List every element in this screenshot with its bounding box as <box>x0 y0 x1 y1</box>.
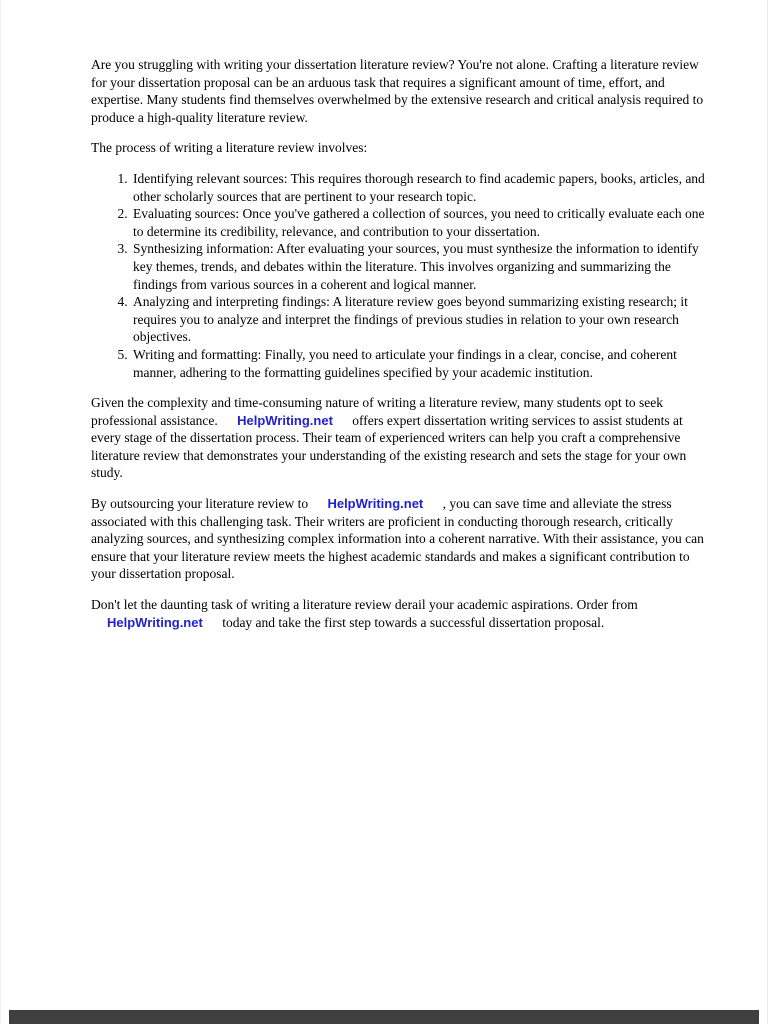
document-page <box>1 0 767 644</box>
paragraph-process-lead: The process of writing a literature review involves: <box>91 140 368 156</box>
helpwriting-link[interactable]: HelpWriting.net <box>107 614 203 630</box>
paragraph-closing-text-before: Don't let the daunting task of writing a literature review derail your academic aspirations. Order from <box>91 597 638 613</box>
list-item-analyzing-findings: 4. Analyzing and interpreting findings: A literature review goes beyond summarizing existing research; it requires you to analyze and interpret the findings of previous studies in relation to your own research objectives. <box>131 293 711 346</box>
paragraph-assistance-text-after: offers expert dissertation writing services to assist students at every stage of the dissertation process. Their team of experienced writers can help you craft a comprehensive literature review that demonstrates your understanding of the existing research and sets the stage for your own study. <box>91 412 687 481</box>
process-steps-list <box>91 170 711 381</box>
list-item-synthesizing-information: 3. Synthesizing information: After evaluating your sources, you must synthesize the information to identify key themes, trends, and debates within the literature. This involves organizing and summarizing the findings from various sources in a coherent and logical manner. <box>131 240 711 293</box>
helpwriting-link[interactable]: HelpWriting.net <box>237 412 333 428</box>
list-item-writing-formatting: 5. Writing and formatting: Finally, you need to articulate your findings in a clear, concise, and coherent manner, adhering to the formatting guidelines specified by your academic institution. <box>131 346 711 381</box>
paragraph-assistance <box>91 394 711 482</box>
paragraph-outsourcing <box>91 495 711 583</box>
list-item-identifying-sources: 1. Identifying relevant sources: This requires thorough research to find academic papers, books, articles, and other scholarly sources that are pertinent to your research topic. <box>131 170 711 205</box>
helpwriting-link[interactable]: HelpWriting.net <box>327 496 424 512</box>
paragraph-closing <box>91 596 711 631</box>
paragraph-outsourcing-text-before: By outsourcing your literature review to <box>91 496 309 512</box>
paragraph-intro: Are you struggling with writing your dissertation literature review? You're not alone. Crafting a literature review for your dissertation proposal can be an arduous task that requires a significant amount of time, effort, and expertise. Many students find themselves overwhelmed by the extensive research and critical analysis required to produce a high-quality literature review. <box>91 57 704 125</box>
viewer-footer-bar <box>9 1010 759 1024</box>
paragraph-assistance-text-before: Given the complexity and time-consuming nature of writing a literature review, many students opt to seek professional assistance. <box>91 395 663 428</box>
list-item-evaluating-sources: 2. Evaluating sources: Once you've gathered a collection of sources, you need to critically evaluate each one to determine its credibility, relevance, and contribution to your dissertation. <box>131 205 711 240</box>
paragraph-outsourcing-text-after: , you can save time and alleviate the stress associated with this challenging task. Their writers are proficient in conducting thorough research, critically analyzing sources, and synthesizing complex information into a coherent narrative. With their assistance, you can ensure that your literature review meets the highest academic standards and makes a significant contribution to your dissertation proposal. <box>91 496 704 582</box>
paragraph-closing-text-after: today and take the first step towards a successful dissertation proposal. <box>222 614 605 630</box>
